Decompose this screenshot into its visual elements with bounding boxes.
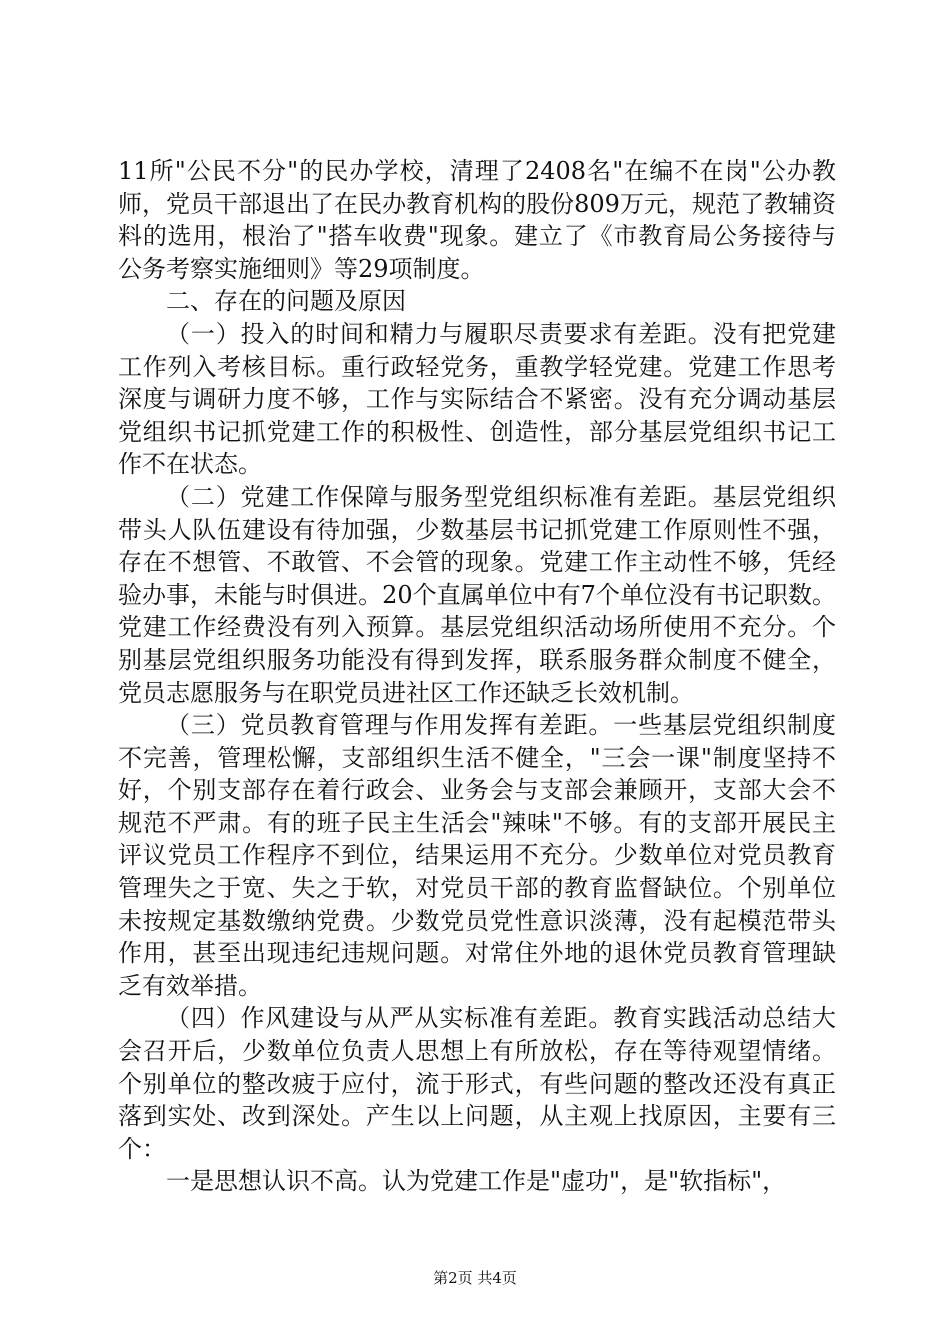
page-number: 第2页 共4页 <box>433 1269 517 1287</box>
paragraph-issue-1: （一）投入的时间和精力与履职尽责要求有差距。没有把党建工作列入考核目标。重行政轻党务，重教学轻党建。党建工作思考深度与调研力度不够，工作与实际结合不紧密。没有充分调动基层党组织书记抓党建工作的积极性、创造性，部分基层党组织书记工作不在状态。 <box>118 319 836 479</box>
document-body <box>118 155 836 1198</box>
paragraph-continuation: 11所"公民不分"的民办学校，清理了2408名"在编不在岗"公办教师，党员干部退出了在民办教育机构的股份809万元，规范了教辅资料的选用，根治了"搭车收费"现象。建立了《市教育局公务接待与公务考察实施细则》等29项制度。 <box>118 157 836 283</box>
paragraph-issue-3: （三）党员教育管理与作用发挥有差距。一些基层党组织制度不完善，管理松懈，支部组织生活不健全，"三会一课"制度坚持不好，个别支部存在着行政会、业务会与支部会兼顾开，支部大会不规范不严肃。有的班子民主生活会"辣味"不够。有的支部开展民主评议党员工作程序不到位，结果运用不充分。少数单位对党员教育管理失之于宽、失之于软，对党员干部的教育监督缺位。个别单位未按规定基数缴纳党费。少数党员党性意识淡薄，没有起模范带头作用，甚至出现违纪违规问题。对常住外地的退休党员教育管理缺乏有效举措。 <box>118 711 836 1000</box>
page-footer <box>0 1268 950 1288</box>
paragraph-cause-1: 一是思想认识不高。认为党建工作是"虚功"，是"软指标"， <box>166 1167 787 1196</box>
paragraph-issue-4: （四）作风建设与从严从实标准有差距。教育实践活动总结大会召开后，少数单位负责人思想上有所放松，存在等待观望情绪。个别单位的整改疲于应付，流于形式，有些问题的整改还没有真正落到实处、改到深处。产生以上问题，从主观上找原因，主要有三个： <box>118 1004 836 1163</box>
paragraph-issue-2: （二）党建工作保障与服务型党组织标准有差距。基层党组织带头人队伍建设有待加强，少数基层书记抓党建工作原则性不强，存在不想管、不敢管、不会管的现象。党建工作主动性不够，凭经验办事，未能与时俱进。20个直属单位中有7个单位没有书记职数。党建工作经费没有列入预算。基层党组织活动场所使用不充分。个别基层党组织服务功能没有得到发挥，联系服务群众制度不健全，党员志愿服务与在职党员进社区工作还缺乏长效机制。 <box>118 482 836 707</box>
section-heading: 二、存在的问题及原因 <box>166 287 406 316</box>
